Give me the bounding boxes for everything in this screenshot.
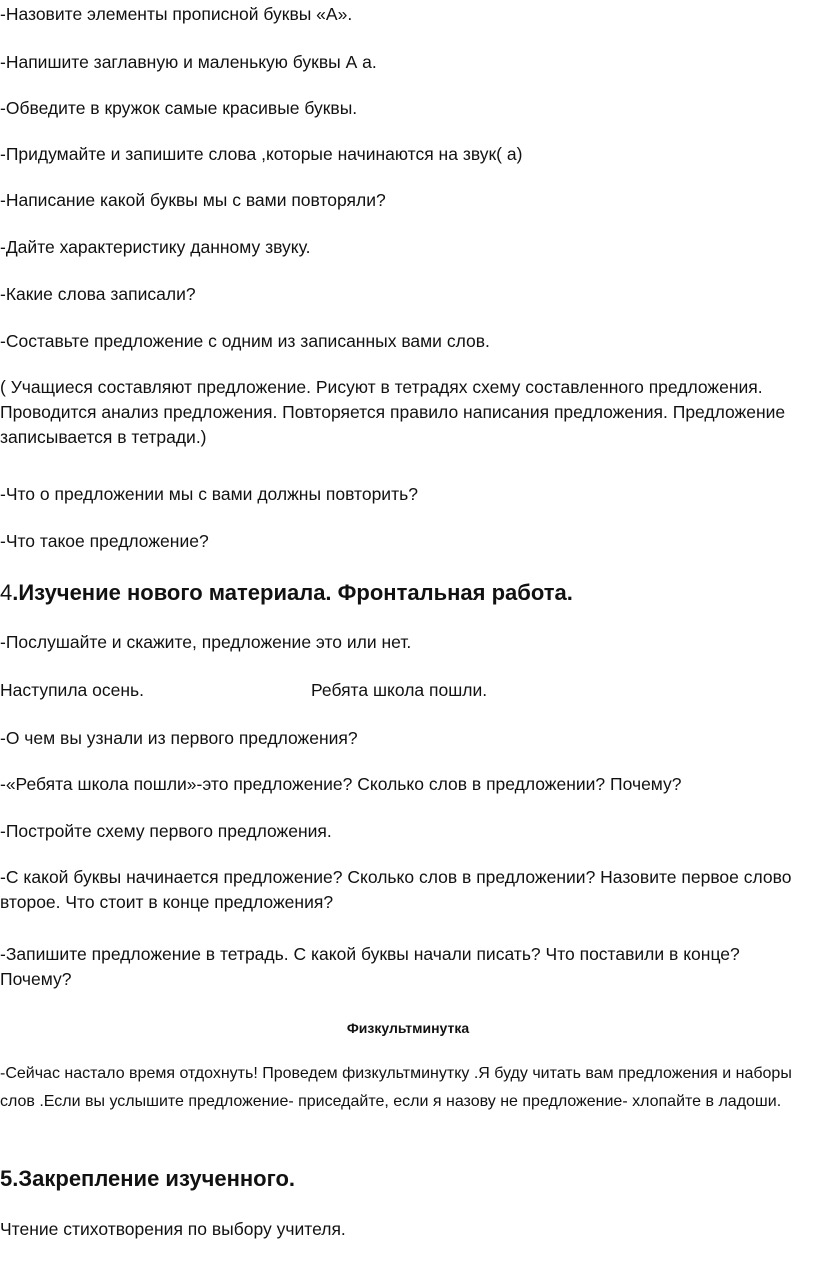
question-line: -Напишите заглавную и маленькую буквы А а. xyxy=(0,52,377,72)
section-heading-5: 5.Закрепление изученного. xyxy=(0,1166,296,1191)
question-paragraph: -Запишите предложение в тетрадь. С какой буквы начали писать? Что поставили в конце? Почему? xyxy=(0,944,740,989)
question-line: -Обведите в кружок самые красивые буквы. xyxy=(0,98,358,118)
example-sentence-2: Ребята школа пошли. xyxy=(311,680,488,700)
question-line: -Послушайте и скажите, предложение это или нет. xyxy=(0,632,412,652)
section-title: .Изучение нового материала. Фронтальная работа. xyxy=(12,580,573,605)
question-paragraph: -С какой буквы начинается предложение? Сколько слов в предложении? Назовите первое слово второе. Что стоит в конце предложения? xyxy=(0,867,792,912)
question-line: -Дайте характеристику данному звуку. xyxy=(0,237,311,257)
question-line: -«Ребята школа пошли»-это предложение? Сколько слов в предложении? Почему? xyxy=(0,774,682,794)
section-number: 4 xyxy=(0,580,13,605)
student-activity-note: ( Учащиеся составляют предложение. Рисуют в тетрадях схему составленного предложения. Проводится анализ предложения. Повторяется правило написания предложения. Предложение записывается в тетради.) xyxy=(0,377,786,447)
final-line: Чтение стихотворения по выбору учителя. xyxy=(0,1219,346,1239)
question-line: -Какие слова записали? xyxy=(0,284,196,304)
physical-break-text: -Сейчас настало время отдохнуть! Проведем физкультминутку .Я буду читать вам предложения и наборы слов .Если вы услышите предложение- приседайте, если я назову не предложение- хлопайте в ладоши. xyxy=(0,1065,792,1110)
question-line: -Придумайте и запишите слова ,которые начинаются на звук( а) xyxy=(0,144,523,164)
example-sentence-1: Наступила осень. xyxy=(0,680,144,700)
question-line: -О чем вы узнали из первого предложения? xyxy=(0,728,358,748)
example-sentences xyxy=(0,678,816,703)
question-line: -Назовите элементы прописной буквы «А». xyxy=(0,4,353,24)
physical-break-title: Физкультминутка xyxy=(346,1020,470,1036)
question-line: -Что такое предложение? xyxy=(0,531,209,551)
question-line: -Написание какой буквы мы с вами повторяли? xyxy=(0,190,386,210)
question-line: -Составьте предложение с одним из записанных вами слов. xyxy=(0,331,490,351)
question-line: -Постройте схему первого предложения. xyxy=(0,821,332,841)
question-line: -Что о предложении мы с вами должны повторить? xyxy=(0,484,418,504)
section-heading-4 xyxy=(0,578,573,608)
